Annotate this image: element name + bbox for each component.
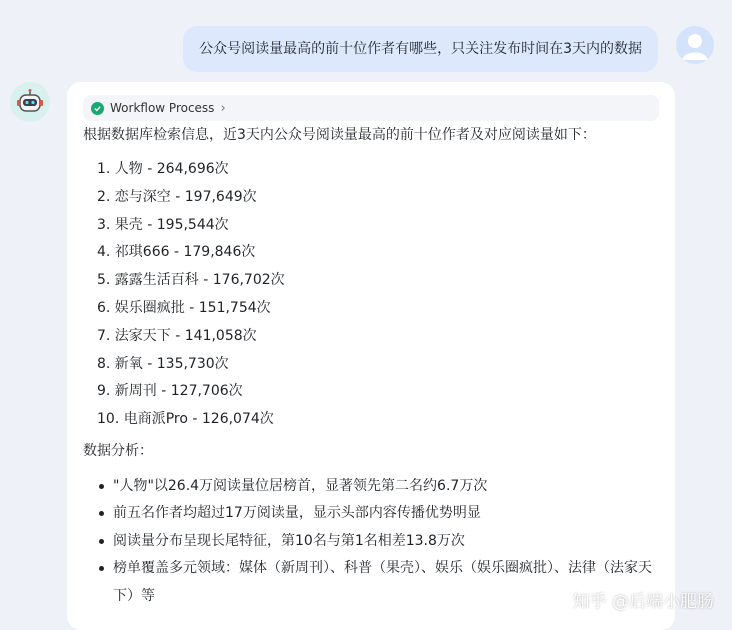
assistant-response-card bbox=[67, 82, 675, 630]
list-item: "人物"以26.4万阅读量位居榜首，显著领先第二名约6.7万次 bbox=[97, 473, 659, 501]
list-item: 7. 法家天下 - 141,058次 bbox=[97, 327, 257, 344]
user-message-row bbox=[183, 26, 714, 72]
list-item: 4. 祁琪666 - 179,846次 bbox=[97, 244, 256, 261]
list-item: 3. 果壳 - 195,544次 bbox=[97, 216, 229, 233]
watermark: 知乎 @后端小肥肠 bbox=[572, 592, 714, 612]
response-intro: 根据数据库检索信息，近3天内公众号阅读量最高的前十位作者及对应阅读量如下： bbox=[83, 127, 596, 143]
workflow-process-toggle[interactable] bbox=[83, 95, 659, 121]
list-item: 阅读量分布呈现长尾特征，第10名与第1名相差13.8万次 bbox=[97, 528, 659, 556]
robot-avatar-icon bbox=[10, 82, 50, 122]
list-item: 10. 电商派Pro - 126,074次 bbox=[97, 411, 274, 428]
workflow-label: Workflow Process bbox=[110, 101, 215, 115]
list-item: 8. 新氧 - 135,730次 bbox=[97, 355, 229, 372]
ranking-list bbox=[83, 156, 659, 434]
list-item: 6. 娱乐圈疯批 - 151,754次 bbox=[97, 299, 271, 316]
list-item: 9. 新周刊 - 127,706次 bbox=[97, 383, 243, 400]
user-message-bubble: 公众号阅读量最高的前十位作者有哪些，只关注发布时间在3天内的数据 bbox=[183, 26, 658, 72]
list-item: 榜单覆盖多元领域：媒体（新周刊）、科普（果壳）、娱乐（娱乐圈疯批）、法律（法家天下）等 bbox=[97, 555, 659, 610]
analysis-heading: 数据分析： bbox=[83, 442, 153, 459]
list-item: 1. 人物 - 264,696次 bbox=[97, 161, 229, 177]
list-item: 5. 露露生活百科 - 176,702次 bbox=[97, 272, 285, 289]
check-circle-icon bbox=[91, 102, 104, 115]
list-item: 前五名作者均超过17万阅读量，显示头部内容传播优势明显 bbox=[97, 500, 659, 528]
chevron-right-icon: › bbox=[220, 100, 226, 116]
user-avatar-icon[interactable] bbox=[676, 26, 714, 64]
list-item: 2. 恋与深空 - 197,649次 bbox=[97, 188, 257, 205]
